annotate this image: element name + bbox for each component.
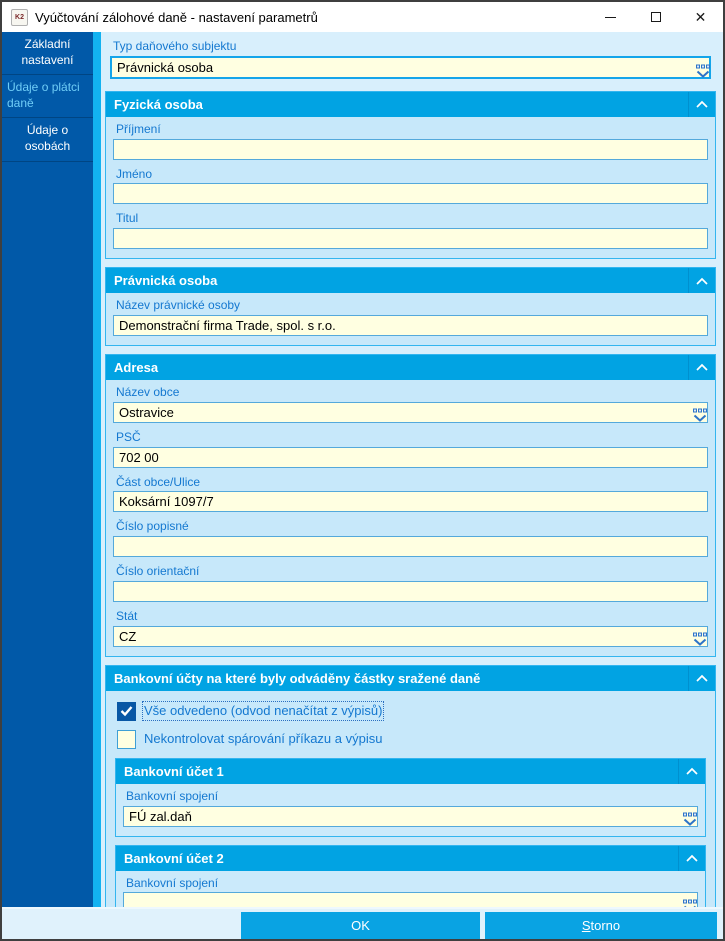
storno-button[interactable] (485, 912, 717, 939)
collapse-button[interactable] (688, 666, 715, 691)
sidebar-tab-udaje-o-osobach[interactable]: Údaje o osobách (2, 118, 93, 161)
section-header[interactable] (106, 355, 715, 380)
chevron-up-icon (695, 362, 709, 372)
section-body (116, 871, 705, 907)
chevron-up-icon (695, 99, 709, 109)
field-label: Bankovní spojení (126, 875, 219, 890)
section-body (106, 380, 715, 656)
field-cast-obce-ulice (108, 472, 713, 517)
field-label: Stát (116, 608, 138, 623)
checkbox-label: Vše odvedeno (odvod nenačítat z výpisů) (144, 703, 383, 719)
field-jmeno (108, 164, 713, 209)
field-label: PSČ (116, 429, 141, 444)
sidebar-tab-zakladni-nastaveni[interactable]: Základní nastavení (2, 32, 93, 75)
dropdown-icon (695, 64, 711, 79)
chevron-up-icon (695, 673, 709, 683)
dropdown-icon (682, 812, 698, 827)
app-icon: K2 (11, 9, 28, 26)
checkbox-label: Nekontrolovat spárování příkazu a výpisu (144, 731, 383, 747)
field-label: Titul (116, 211, 139, 226)
storno-label-rest: torno (590, 918, 621, 933)
section-title: Bankovní účet 2 (124, 850, 224, 866)
minimize-button[interactable] (588, 2, 633, 32)
bankovni-spojeni-1-dropdown-button[interactable] (681, 812, 699, 828)
chevron-up-icon (695, 276, 709, 286)
sidebar-accent-strip (93, 32, 101, 907)
titul-input[interactable] (113, 228, 708, 249)
section-body (106, 293, 715, 345)
nazev-pravnicke-osoby-input[interactable] (113, 315, 708, 336)
field-nazev-pravnicke-osoby (108, 295, 713, 340)
section-body (106, 691, 715, 907)
nazev-obce-input[interactable] (113, 402, 708, 423)
field-label: Příjmení (116, 121, 161, 136)
section-body (116, 784, 705, 836)
psc-input[interactable] (113, 447, 708, 468)
field-bankovni-spojeni-2 (118, 873, 703, 907)
section-title: Právnická osoba (114, 273, 218, 289)
section-bankovni-ucet-2 (115, 845, 706, 907)
field-label: Název obce (116, 384, 180, 399)
cast-obce-ulice-input[interactable] (113, 491, 708, 512)
section-title: Bankovní účty na které byly odváděny částky sražené daně (114, 670, 481, 686)
dialog-body (2, 32, 723, 907)
titlebar (2, 2, 723, 32)
sidebar-tab-udaje-o-platci-dane[interactable]: Údaje o plátci daně (2, 75, 93, 118)
stat-dropdown-button[interactable] (691, 632, 709, 648)
section-bankovni-ucty (105, 665, 716, 907)
typ-danoveho-subjektu-dropdown-button[interactable] (694, 64, 712, 80)
ok-button[interactable]: OK (241, 912, 480, 939)
field-prijmeni (108, 119, 713, 164)
section-adresa (105, 354, 716, 657)
collapse-button[interactable] (688, 268, 715, 293)
collapse-button[interactable] (688, 92, 715, 117)
field-label: Bankovní spojení (126, 788, 219, 803)
field-psc (108, 427, 713, 472)
close-icon: ✕ (694, 9, 707, 25)
section-pravnicka-osoba (105, 267, 716, 346)
vse-odvedeno-checkbox[interactable] (117, 702, 136, 721)
minimize-icon (605, 17, 616, 18)
prijmeni-input[interactable] (113, 139, 708, 160)
nazev-obce-dropdown-button[interactable] (691, 408, 709, 424)
field-label: Typ daňového subjektu (113, 39, 237, 53)
section-body (106, 117, 715, 258)
maximize-button[interactable] (633, 2, 678, 32)
section-title: Fyzická osoba (114, 96, 203, 112)
section-title: Bankovní účet 1 (124, 763, 224, 779)
bankovni-spojeni-1-input[interactable] (123, 806, 698, 827)
dropdown-icon (682, 899, 698, 907)
storno-accelerator: S (581, 918, 591, 933)
field-cislo-orientacni (108, 561, 713, 606)
dropdown-icon (692, 408, 708, 423)
collapse-button[interactable] (688, 355, 715, 380)
field-typ-danoveho-subjektu (105, 36, 716, 83)
cislo-popisne-input[interactable] (113, 536, 708, 557)
typ-danoveho-subjektu-input[interactable] (110, 56, 711, 79)
field-label: Název právnické osoby (116, 298, 241, 313)
check-icon (120, 705, 133, 717)
field-cislo-popisne (108, 516, 713, 561)
section-header[interactable] (106, 268, 715, 293)
maximize-icon (651, 12, 661, 22)
chevron-up-icon (685, 766, 699, 776)
chevron-up-icon (685, 853, 699, 863)
field-label: Číslo popisné (116, 519, 189, 534)
footer-bar (2, 907, 723, 939)
field-nazev-obce (108, 382, 713, 427)
field-label: Jméno (116, 166, 153, 181)
bankovni-spojeni-2-input[interactable] (123, 892, 698, 907)
checkbox-row-vse-odvedeno[interactable] (117, 702, 706, 721)
stat-input[interactable] (113, 626, 708, 647)
collapse-button[interactable] (678, 846, 705, 871)
section-title: Adresa (114, 359, 159, 375)
sidebar (2, 32, 93, 907)
section-header[interactable] (116, 759, 705, 784)
window-title: Vyúčtování zálohové daně - nastavení parametrů (35, 9, 318, 25)
field-label: Číslo orientační (116, 564, 200, 579)
cislo-orientacni-input[interactable] (113, 581, 708, 602)
section-bankovni-ucet-1 (115, 758, 706, 837)
field-label: Část obce/Ulice (116, 474, 201, 489)
field-titul (108, 208, 713, 253)
collapse-button[interactable] (678, 759, 705, 784)
checkbox-row-nekontrolovat[interactable] (117, 730, 706, 749)
section-header[interactable] (106, 666, 715, 691)
field-bankovni-spojeni-1 (118, 786, 703, 831)
form-content (101, 32, 723, 907)
field-stat (108, 606, 713, 651)
dropdown-icon (692, 632, 708, 647)
section-fyzicka-osoba (105, 91, 716, 259)
section-header[interactable] (116, 846, 705, 871)
nekontrolovat-checkbox[interactable] (117, 730, 136, 749)
section-header[interactable] (106, 92, 715, 117)
jmeno-input[interactable] (113, 183, 708, 204)
bankovni-spojeni-2-dropdown-button[interactable] (681, 898, 699, 907)
close-button[interactable] (678, 2, 723, 32)
